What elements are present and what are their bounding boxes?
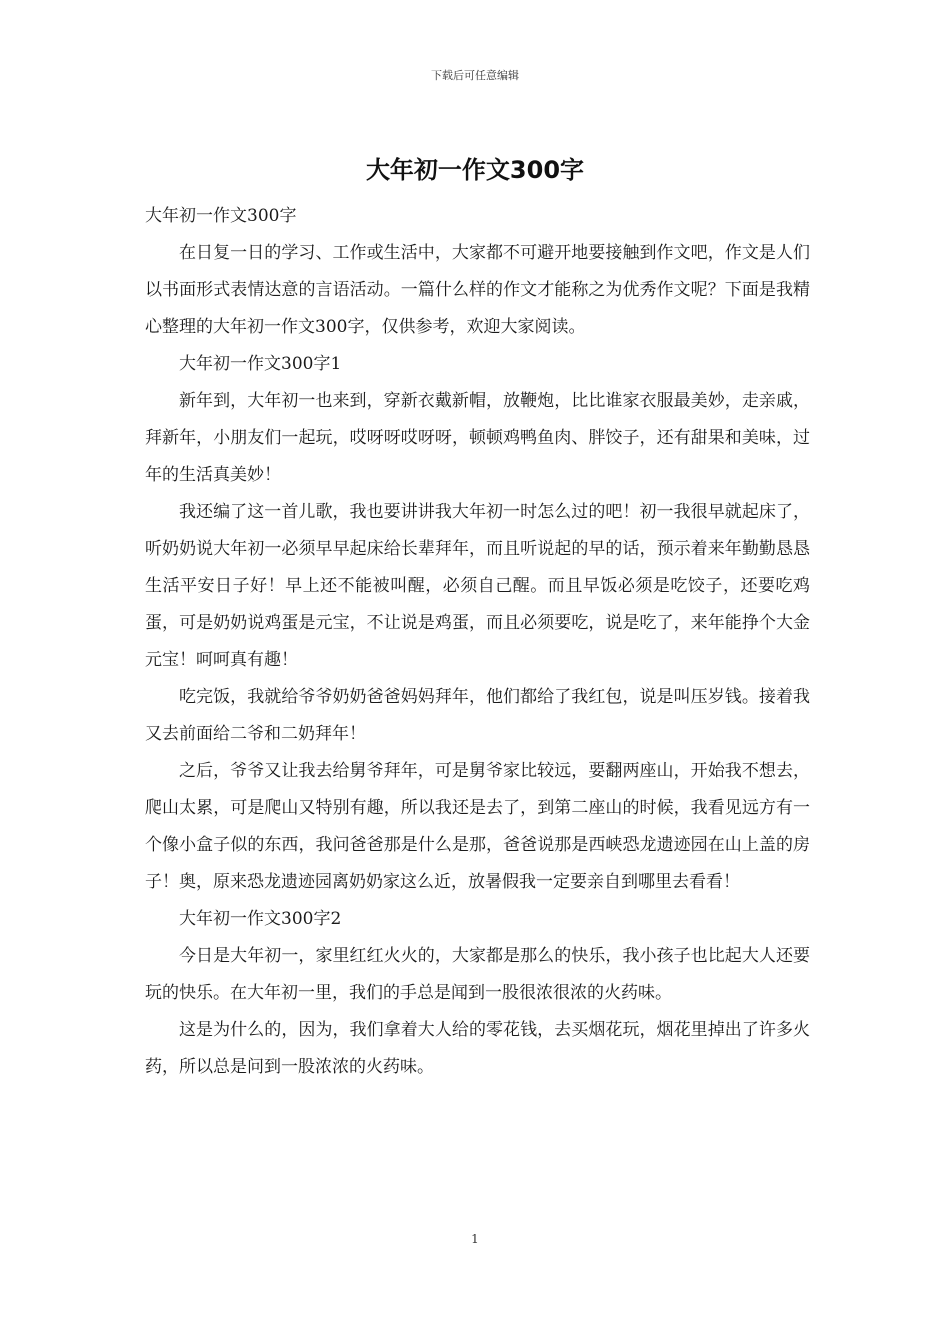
- paragraph: 这是为什么的，因为，我们拿着大人给的零花钱，去买烟花玩，烟花里掉出了许多火药，所以总是问到一股浓浓的火药味。: [145, 1020, 810, 1077]
- document-title: 大年初一作文300字: [365, 156, 585, 184]
- section-heading-2: 大年初一作文300字2: [179, 909, 342, 929]
- document-body: [145, 198, 810, 1086]
- paragraph: 我还编了这一首儿歌，我也要讲讲我大年初一时怎么过的吧！初一我很早就起床了，听奶奶说大年初一必须早早起床给长辈拜年，而且听说起的早的话，预示着来年勤勤恳恳生活平安日子好！早上还不能被叫醒，必须自己醒。而且早饭必须是吃饺子，还要吃鸡蛋，可是奶奶说鸡蛋是元宝，不让说是鸡蛋，而且必须要吃，说是吃了，来年能挣个大金元宝！呵呵真有趣！: [145, 502, 810, 670]
- paragraph: 今日是大年初一，家里红红火火的，大家都是那么的快乐，我小孩子也比起大人还要玩的快乐。在大年初一里，我们的手总是闻到一股很浓很浓的火药味。: [145, 946, 810, 1003]
- paragraph: 之后，爷爷又让我去给舅爷拜年，可是舅爷家比较远，要翻两座山，开始我不想去，爬山太累，可是爬山又特别有趣，所以我还是去了，到第二座山的时候，我看见远方有一个像小盒子似的东西，我问爸爸那是什么是那，爸爸说那是西峡恐龙遗迹园在山上盖的房子！奥，原来恐龙遗迹园离奶奶家这么近，放暑假我一定要亲自到哪里去看看！: [145, 761, 810, 892]
- page-number: 1: [471, 1232, 479, 1246]
- paragraph: 吃完饭，我就给爷爷奶奶爸爸妈妈拜年，他们都给了我红包，说是叫压岁钱。接着我又去前面给二爷和二奶拜年！: [145, 687, 810, 744]
- section-heading-1: 大年初一作文300字1: [179, 354, 342, 374]
- paragraph: 新年到，大年初一也来到，穿新衣戴新帽，放鞭炮，比比谁家衣服最美妙，走亲戚，拜新年，小朋友们一起玩，哎呀呀哎呀呀，顿顿鸡鸭鱼肉、胖饺子，还有甜果和美味，过年的生活真美妙！: [145, 391, 810, 485]
- paragraph-intro: 在日复一日的学习、工作或生活中，大家都不可避开地要接触到作文吧，作文是人们以书面形式表情达意的言语活动。一篇什么样的作文才能称之为优秀作文呢？下面是我精心整理的大年初一作文300字，仅供参考，欢迎大家阅读。: [145, 243, 810, 337]
- page-header-note: 下载后可任意编辑: [431, 69, 519, 82]
- document-subtitle: 大年初一作文300字: [145, 206, 297, 226]
